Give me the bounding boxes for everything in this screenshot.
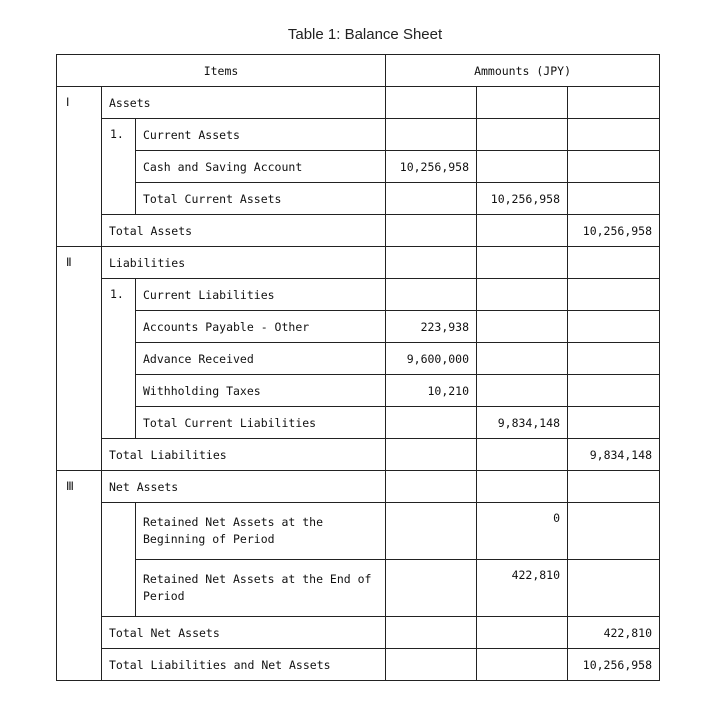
line-item-amount: 9,600,000 xyxy=(386,343,477,375)
line-item-amount: 10,256,958 xyxy=(386,151,477,183)
amount-cell xyxy=(568,279,660,311)
amount-cell xyxy=(386,617,477,649)
amount-cell xyxy=(568,343,660,375)
subtotal-amount: 9,834,148 xyxy=(477,407,568,439)
section-title: Net Assets xyxy=(102,471,386,503)
amount-cell xyxy=(568,375,660,407)
section-total-label: Total Assets xyxy=(102,215,386,247)
table-row xyxy=(57,471,660,503)
amount-cell xyxy=(477,439,568,471)
grand-total-amount: 10,256,958 xyxy=(568,649,660,681)
line-item-label: Retained Net Assets at the Beginning of Period xyxy=(136,503,386,560)
line-item-label: Withholding Taxes xyxy=(136,375,386,407)
table-row xyxy=(57,151,660,183)
table-row xyxy=(57,247,660,279)
table-row xyxy=(57,617,660,649)
table-row xyxy=(57,215,660,247)
line-item-amount: 422,810 xyxy=(477,560,568,617)
subtotal-amount: 10,256,958 xyxy=(477,183,568,215)
section-total-amount: 10,256,958 xyxy=(568,215,660,247)
table-row xyxy=(57,87,660,119)
line-item-amount: 0 xyxy=(477,503,568,560)
subsection-title: Current Liabilities xyxy=(136,279,386,311)
section-title: Liabilities xyxy=(102,247,386,279)
amount-cell xyxy=(477,617,568,649)
table-row xyxy=(57,343,660,375)
amount-cell xyxy=(477,375,568,407)
amount-cell xyxy=(477,151,568,183)
subtotal-label: Total Current Assets xyxy=(136,183,386,215)
amount-cell xyxy=(386,119,477,151)
line-item-amount: 10,210 xyxy=(386,375,477,407)
section-number: Ⅲ xyxy=(57,471,102,681)
amount-cell xyxy=(386,649,477,681)
amount-cell xyxy=(386,503,477,560)
section-total-label: Total Liabilities xyxy=(102,439,386,471)
subtotal-label: Total Current Liabilities xyxy=(136,407,386,439)
indent-cell xyxy=(102,503,136,617)
amount-cell xyxy=(386,247,477,279)
amount-cell xyxy=(386,215,477,247)
line-item-label: Accounts Payable - Other xyxy=(136,311,386,343)
table-row xyxy=(57,279,660,311)
amount-cell xyxy=(477,215,568,247)
balance-sheet-table xyxy=(56,54,660,681)
amount-cell xyxy=(568,311,660,343)
amount-cell xyxy=(477,471,568,503)
section-number: Ⅰ xyxy=(57,87,102,247)
grand-total-label: Total Liabilities and Net Assets xyxy=(102,649,386,681)
amount-cell xyxy=(477,87,568,119)
table-row xyxy=(57,119,660,151)
line-item-label: Cash and Saving Account xyxy=(136,151,386,183)
subsection-number: 1. xyxy=(102,119,136,215)
table-row xyxy=(57,560,660,617)
amount-cell xyxy=(386,87,477,119)
amount-cell xyxy=(568,560,660,617)
table-row xyxy=(57,311,660,343)
amount-cell xyxy=(568,247,660,279)
section-total-amount: 9,834,148 xyxy=(568,439,660,471)
subsection-title: Current Assets xyxy=(136,119,386,151)
amount-cell xyxy=(568,183,660,215)
table-row xyxy=(57,407,660,439)
header-row xyxy=(57,55,660,87)
amount-cell xyxy=(386,407,477,439)
amount-cell xyxy=(568,407,660,439)
amount-cell xyxy=(386,439,477,471)
section-total-label: Total Net Assets xyxy=(102,617,386,649)
table-row xyxy=(57,375,660,407)
amount-cell xyxy=(386,471,477,503)
amount-cell xyxy=(568,503,660,560)
amount-cell xyxy=(477,649,568,681)
subsection-number: 1. xyxy=(102,279,136,439)
section-title: Assets xyxy=(102,87,386,119)
amounts-header: Ammounts (JPY) xyxy=(386,55,660,87)
line-item-amount: 223,938 xyxy=(386,311,477,343)
amount-cell xyxy=(386,560,477,617)
amount-cell xyxy=(568,87,660,119)
amount-cell xyxy=(477,343,568,375)
amount-cell xyxy=(568,151,660,183)
table-row xyxy=(57,649,660,681)
table-row xyxy=(57,439,660,471)
amount-cell xyxy=(568,119,660,151)
line-item-label: Advance Received xyxy=(136,343,386,375)
section-total-amount: 422,810 xyxy=(568,617,660,649)
line-item-label: Retained Net Assets at the End of Period xyxy=(136,560,386,617)
table-row xyxy=(57,503,660,560)
amount-cell xyxy=(477,311,568,343)
amount-cell xyxy=(386,279,477,311)
table-row xyxy=(57,183,660,215)
items-header: Items xyxy=(57,55,386,87)
section-number: Ⅱ xyxy=(57,247,102,471)
amount-cell xyxy=(568,471,660,503)
amount-cell xyxy=(477,247,568,279)
amount-cell xyxy=(477,279,568,311)
amount-cell xyxy=(477,119,568,151)
table-caption: Table 1: Balance Sheet xyxy=(287,26,443,43)
amount-cell xyxy=(386,183,477,215)
